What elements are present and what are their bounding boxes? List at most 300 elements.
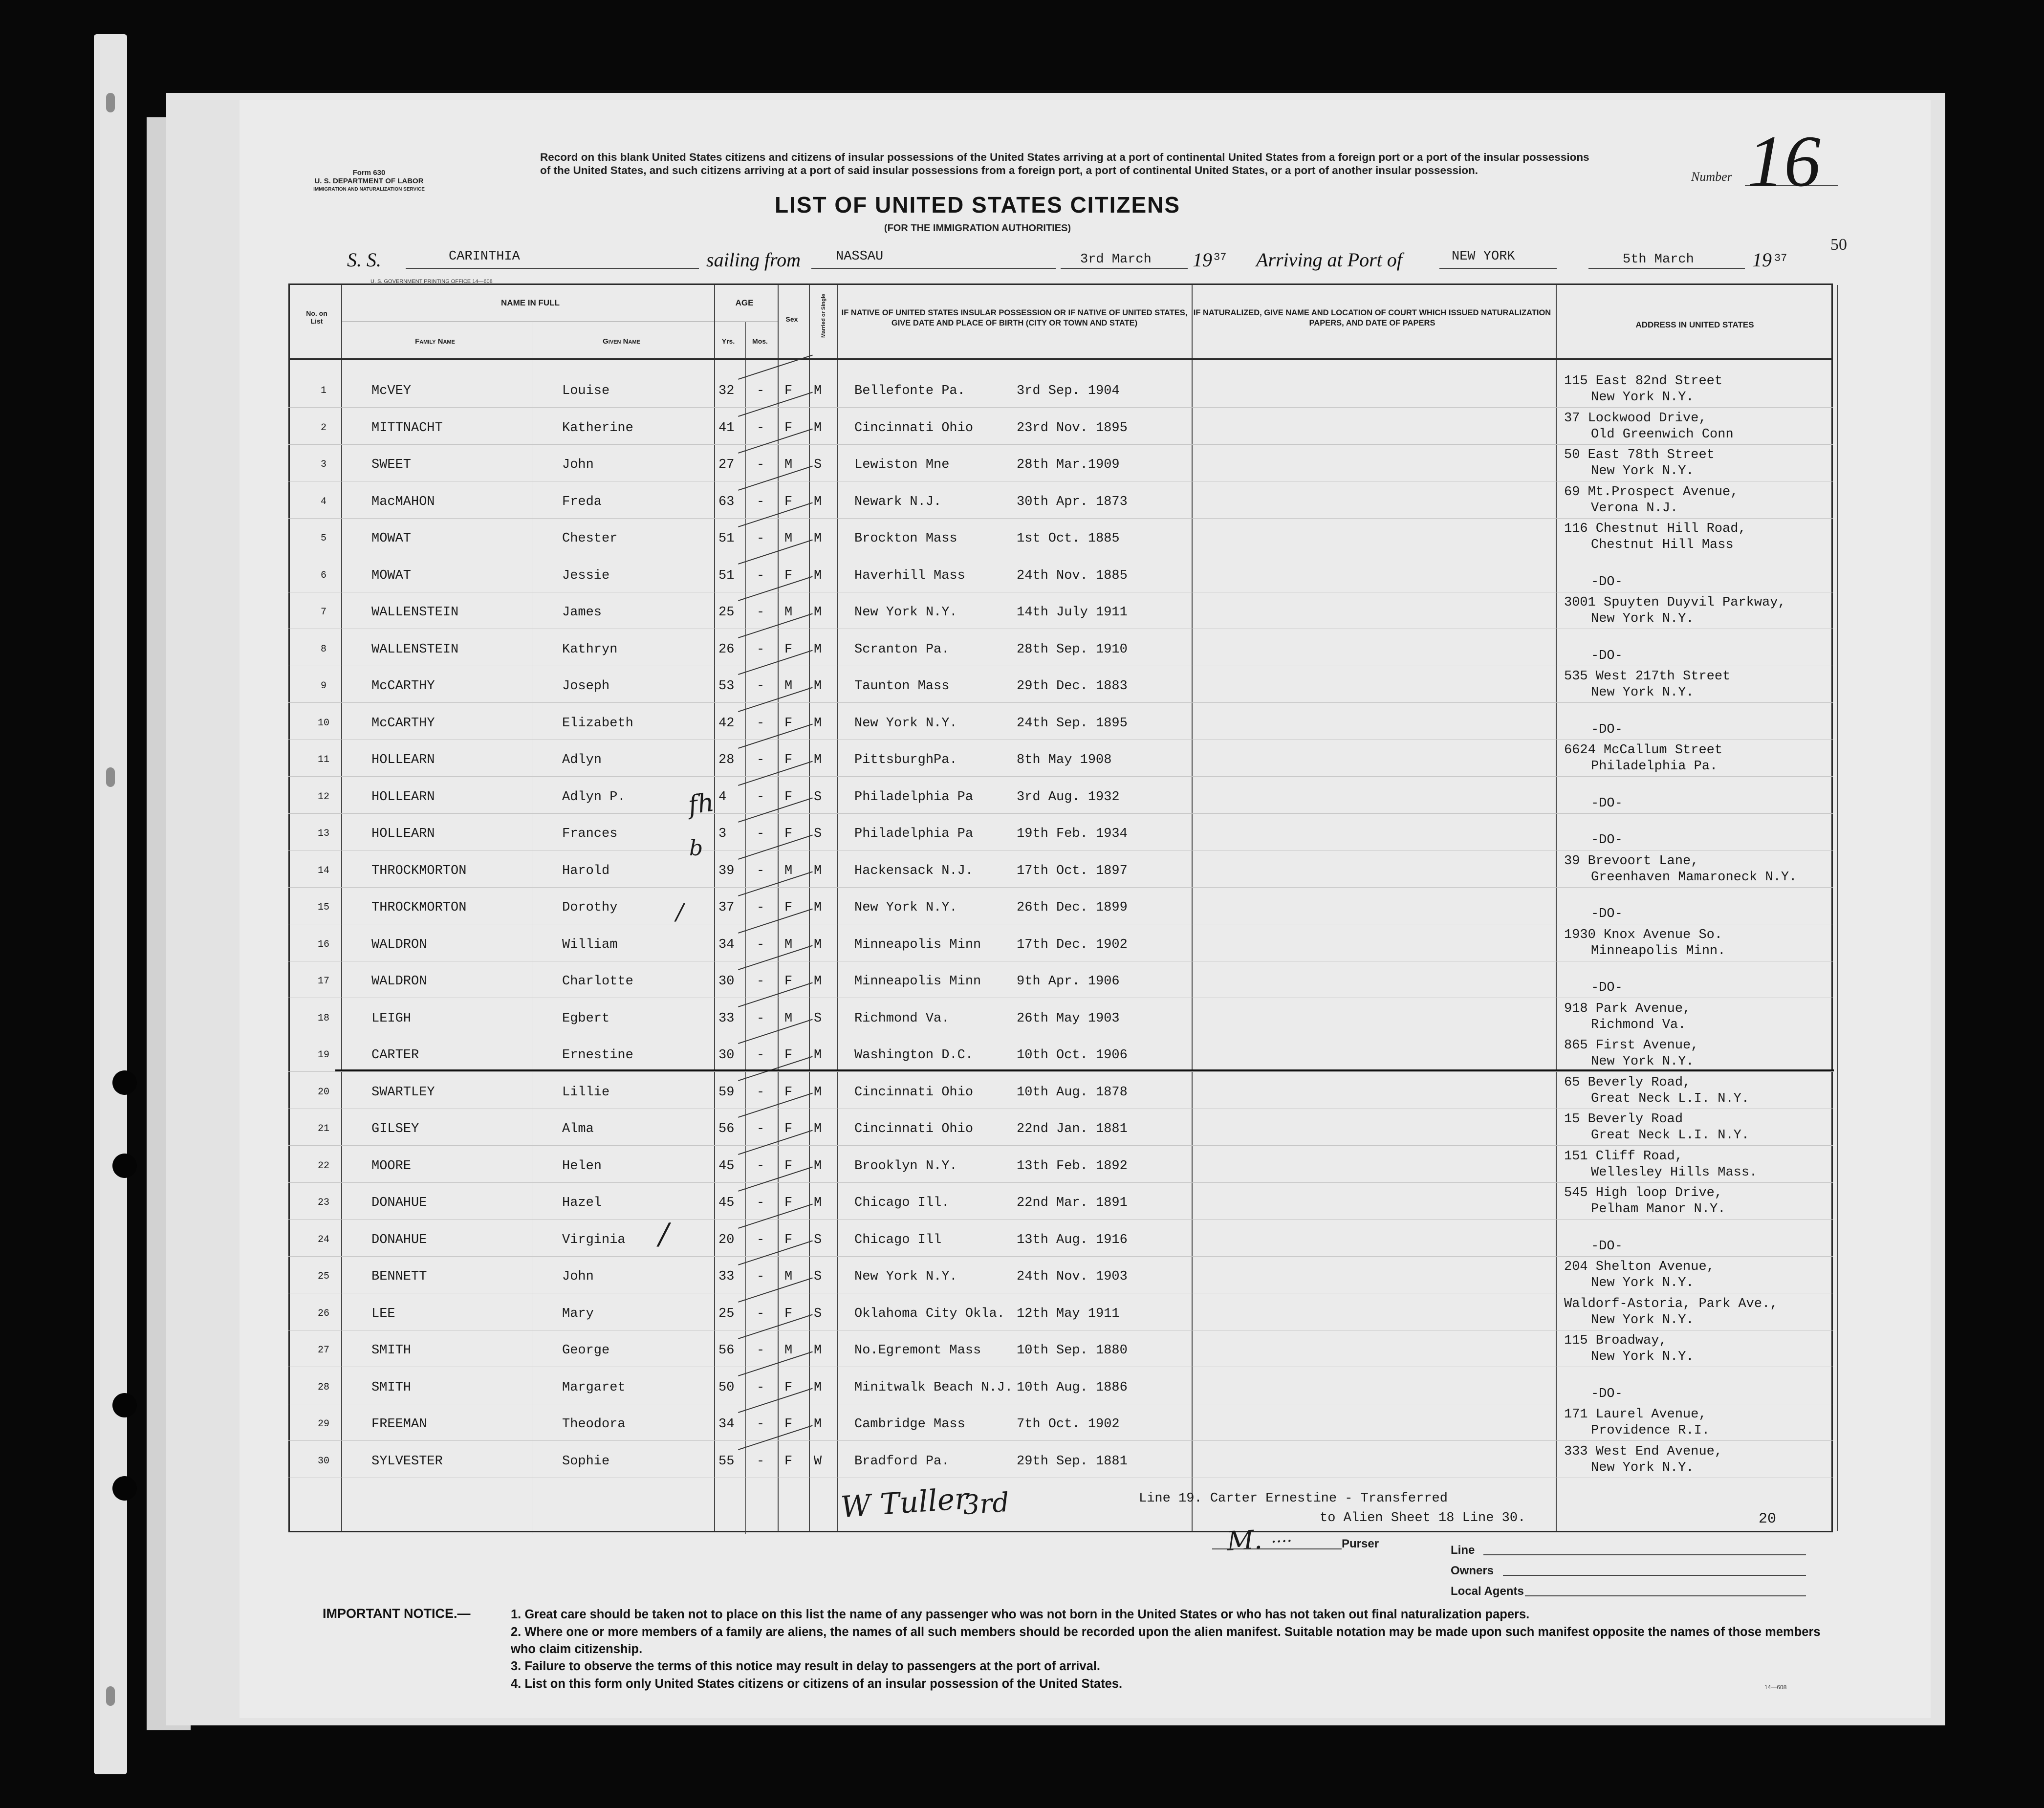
birth-place: Oklahoma City Okla. — [854, 1306, 1005, 1321]
page-subtitle: (FOR THE IMMIGRATION AUTHORITIES) — [884, 223, 1071, 234]
row-number: 3 — [320, 459, 326, 470]
address-line-2: Great Neck L.I. N.Y. — [1591, 1091, 1750, 1106]
marital-status: S — [814, 1011, 822, 1026]
row-number: 21 — [317, 1123, 329, 1134]
given-name: Ernestine — [562, 1048, 633, 1063]
given-name: Adlyn P. — [562, 789, 626, 805]
age-months: - — [757, 1085, 765, 1100]
marital-status: M — [814, 420, 822, 436]
handwritten-mark: / — [676, 898, 684, 925]
header-age: AGE — [735, 298, 754, 307]
service-name: IMMIGRATION AND NATURALIZATION SERVICE — [313, 187, 425, 192]
given-name: Egbert — [562, 1011, 610, 1026]
sex: F — [784, 1158, 793, 1174]
birth-date: 12th May 1911 — [1017, 1306, 1120, 1321]
given-name: Elizabeth — [562, 716, 633, 731]
given-name: Katherine — [562, 420, 633, 436]
marital-status: M — [814, 1380, 822, 1395]
birth-date: 28th Sep. 1910 — [1017, 642, 1128, 657]
age-months: - — [757, 1196, 765, 1210]
birth-date: 10th Sep. 1880 — [1017, 1343, 1128, 1358]
address-line-1: 204 Shelton Avenue, — [1564, 1260, 1715, 1274]
address-line-2: -DO- — [1591, 796, 1623, 811]
age-years: 39 — [718, 863, 735, 878]
arrival-year-prefix: 19 — [1752, 249, 1772, 271]
row-number: 15 — [317, 902, 329, 913]
birth-place: PittsburghPa. — [854, 753, 957, 767]
family-name: MOWAT — [371, 531, 412, 546]
given-name: John — [562, 457, 594, 472]
birth-place: Philadelphia Pa — [854, 789, 974, 805]
birth-place: Richmond Va. — [854, 1011, 950, 1026]
notice-title: IMPORTANT NOTICE.— — [323, 1606, 471, 1621]
row-rule — [288, 776, 1833, 777]
page-number: 50 — [1830, 236, 1847, 254]
age-months: - — [757, 1417, 765, 1432]
owners-label: Owners — [1451, 1564, 1494, 1577]
age-months: - — [757, 1343, 765, 1358]
address-line-1: 151 Cliff Road, — [1564, 1149, 1683, 1164]
birth-date: 10th Aug. 1878 — [1017, 1085, 1128, 1100]
sex: F — [784, 1085, 793, 1100]
purser-signature: M. — [1226, 1524, 1263, 1557]
birth-place: Hackensack N.J. — [854, 863, 974, 878]
handwritten-annotation: 3rd — [961, 1486, 1010, 1521]
sex: F — [784, 1048, 793, 1063]
port-underline — [811, 268, 1056, 269]
row-number: 26 — [317, 1307, 329, 1319]
purser-signature: .... — [1270, 1526, 1293, 1547]
sex: F — [784, 1306, 793, 1321]
sex: F — [784, 900, 793, 915]
birth-date: 9th Apr. 1906 — [1017, 974, 1120, 989]
birth-place: Chicago Ill — [854, 1232, 942, 1247]
age-months: - — [757, 900, 765, 915]
birth-date: 30th Apr. 1873 — [1017, 494, 1128, 509]
age-years: 26 — [718, 642, 735, 657]
birth-place: New York N.Y. — [854, 716, 957, 731]
age-years: 34 — [718, 937, 735, 952]
address-line-1: 39 Brevoort Lane, — [1564, 853, 1699, 869]
given-name: Kathryn — [562, 642, 618, 657]
header-sex: Sex — [785, 315, 798, 323]
age-months: - — [757, 716, 765, 731]
age-months: - — [757, 568, 765, 583]
address-line-1: 115 Broadway, — [1564, 1333, 1667, 1348]
address-line-1: 50 East 78th Street — [1564, 448, 1715, 462]
address-line-1: 918 Park Avenue, — [1564, 1001, 1691, 1016]
row-number: 4 — [320, 496, 326, 507]
marital-status: M — [814, 974, 822, 989]
binder-strip — [94, 34, 127, 1774]
age-months: - — [757, 753, 765, 767]
address-line-2: New York N.Y. — [1591, 390, 1694, 405]
row-number: 6 — [320, 569, 326, 581]
sex: F — [784, 384, 793, 398]
birth-date: 13th Aug. 1916 — [1017, 1232, 1128, 1247]
marital-status: S — [814, 1269, 822, 1284]
transfer-note-line-2: to Alien Sheet 18 Line 30. — [1320, 1511, 1526, 1525]
notice-item-4: 4. List on this form only United States citizens or citizens of an insular possession of the United States. — [511, 1677, 1123, 1691]
birth-place: Lewiston Mne — [854, 457, 950, 472]
header-family-name: Family Name — [415, 337, 455, 346]
address-line-2: Richmond Va. — [1591, 1017, 1686, 1032]
address-line-2: -DO- — [1591, 833, 1623, 848]
marital-status: M — [814, 716, 822, 731]
row-rule — [288, 813, 1833, 814]
family-name: MOORE — [371, 1158, 412, 1174]
age-months: - — [757, 1048, 765, 1063]
header-given-name: Given Name — [603, 337, 640, 346]
family-name: HOLLEARN — [371, 789, 435, 805]
handwritten-mark: fh — [686, 787, 716, 821]
address-line-2: Chestnut Hill Mass — [1591, 538, 1734, 552]
row-number: 24 — [317, 1234, 329, 1245]
row-number: 16 — [317, 938, 329, 950]
transfer-note-line-1: Line 19. Carter Ernestine - Transferred — [1139, 1491, 1448, 1506]
birth-place: Cincinnati Ohio — [854, 420, 974, 436]
family-name: SMITH — [371, 1380, 412, 1395]
age-years: 56 — [718, 1122, 735, 1136]
birth-place: Cincinnati Ohio — [854, 1085, 974, 1100]
age-years: 33 — [718, 1011, 735, 1026]
birth-date: 22nd Jan. 1881 — [1017, 1122, 1128, 1136]
sex: F — [784, 1122, 793, 1136]
departure-year-prefix: 19 — [1193, 249, 1212, 271]
marital-status: M — [814, 1085, 822, 1100]
form-identifier — [293, 169, 445, 194]
sex: M — [784, 605, 793, 620]
age-years: 42 — [718, 716, 735, 731]
family-name: HOLLEARN — [371, 827, 435, 841]
row-rule — [288, 887, 1833, 888]
family-name: FREEMAN — [371, 1417, 427, 1432]
address-line-2: Great Neck L.I. N.Y. — [1591, 1128, 1750, 1143]
birth-date: 3rd Sep. 1904 — [1017, 384, 1120, 398]
birth-date: 17th Oct. 1897 — [1017, 863, 1128, 878]
given-name: Virginia — [562, 1232, 626, 1247]
departure-date: 3rd March — [1080, 252, 1152, 267]
sex: F — [784, 568, 793, 583]
birth-place: Minneapolis Minn — [854, 974, 981, 989]
row-number: 23 — [317, 1197, 329, 1208]
sex: M — [784, 1269, 793, 1284]
handwritten-mark: / — [659, 1217, 669, 1251]
row-number: 12 — [317, 791, 329, 803]
age-years: 28 — [718, 753, 735, 767]
sex: F — [784, 420, 793, 436]
age-years: 53 — [718, 679, 735, 694]
notice-item-1: 1. Great care should be taken not to place on this list the name of any passenger who was not born in the United States or who has not taken out final naturalization papers. — [511, 1608, 1530, 1621]
birth-date: 10th Oct. 1906 — [1017, 1048, 1128, 1063]
date-underline — [1061, 268, 1188, 269]
departure-year: 37 — [1214, 251, 1227, 263]
age-years: 37 — [718, 900, 735, 915]
birth-date: 8th May 1908 — [1017, 753, 1112, 767]
row-rule — [288, 1071, 1833, 1072]
strike-through-line-19 — [335, 1069, 1834, 1071]
family-name: CARTER — [371, 1048, 419, 1063]
birth-date: 10th Aug. 1886 — [1017, 1380, 1128, 1395]
marital-status: M — [814, 679, 822, 694]
marital-status: M — [814, 1343, 822, 1358]
arrival-date: 5th March — [1623, 252, 1694, 267]
family-name: THROCKMORTON — [371, 863, 467, 878]
column-rule — [1192, 285, 1193, 1531]
family-name: LEE — [371, 1306, 395, 1321]
marital-status: M — [814, 900, 822, 915]
purser-label: Purser — [1342, 1537, 1379, 1550]
sex: F — [784, 494, 793, 509]
address-line-2: Verona N.J. — [1591, 501, 1678, 516]
handwritten-mark: b — [689, 836, 703, 861]
age-months: - — [757, 605, 765, 620]
family-name: HOLLEARN — [371, 753, 435, 767]
age-years: 51 — [718, 531, 735, 546]
marital-status: S — [814, 1306, 822, 1321]
age-years: 51 — [718, 568, 735, 583]
sex: F — [784, 789, 793, 805]
line-signature-line — [1483, 1554, 1806, 1555]
age-years: 41 — [718, 420, 735, 436]
row-number: 27 — [317, 1345, 329, 1356]
sex: F — [784, 1380, 793, 1395]
marital-status: M — [814, 1196, 822, 1210]
age-months: - — [757, 1306, 765, 1321]
birth-date: 3rd Aug. 1932 — [1017, 789, 1120, 805]
address-line-2: Providence R.I. — [1591, 1423, 1710, 1438]
header-address: ADDRESS IN UNITED STATES — [1635, 320, 1754, 329]
given-name: Chester — [562, 531, 618, 546]
address-line-2: New York N.Y. — [1591, 1312, 1694, 1328]
count-mark: 20 — [1759, 1511, 1777, 1527]
family-name: SWEET — [371, 457, 412, 472]
birth-place: New York N.Y. — [854, 900, 957, 915]
row-rule — [288, 1145, 1833, 1146]
form-number: Form 630 — [352, 169, 386, 177]
punch-hole — [112, 1154, 137, 1178]
row-rule — [288, 1182, 1833, 1183]
birth-date: 28th Mar.1909 — [1017, 457, 1120, 472]
age-years: 45 — [718, 1196, 735, 1210]
line-label: Line — [1451, 1544, 1475, 1557]
address-line-2: -DO- — [1591, 574, 1623, 589]
marital-status: S — [814, 789, 822, 805]
marital-status: M — [814, 1158, 822, 1174]
family-name: LEIGH — [371, 1011, 412, 1026]
binder-background — [0, 0, 5, 5]
family-name: THROCKMORTON — [371, 900, 467, 915]
row-rule — [288, 1440, 1833, 1441]
column-rule — [1556, 285, 1557, 1531]
address-line-2: New York N.Y. — [1591, 1054, 1694, 1069]
address-line-2: -DO- — [1591, 648, 1623, 663]
address-line-1: 1930 Knox Avenue So. — [1564, 927, 1723, 942]
age-months: - — [757, 384, 765, 398]
family-name: SMITH — [371, 1343, 412, 1358]
punch-hole — [112, 1393, 137, 1417]
birth-place: Minneapolis Minn — [854, 937, 981, 952]
address-line-2: Pelham Manor N.Y. — [1591, 1202, 1726, 1217]
punch-hole — [112, 1070, 137, 1095]
age-months: - — [757, 531, 765, 546]
header-bottom-rule — [290, 358, 1831, 360]
arrival-date-underline — [1588, 268, 1745, 269]
arrival-port: NEW YORK — [1452, 249, 1515, 264]
family-name: WALDRON — [371, 974, 427, 989]
age-years: 56 — [718, 1343, 735, 1358]
address-line-2: Greenhaven Mamaroneck N.Y. — [1591, 870, 1797, 885]
family-name: DONAHUE — [371, 1196, 427, 1210]
birth-place: Brooklyn N.Y. — [854, 1158, 957, 1174]
address-line-1: 545 High loop Drive, — [1564, 1186, 1723, 1200]
birth-date: 24th Nov. 1903 — [1017, 1269, 1128, 1284]
family-name: MOWAT — [371, 568, 412, 583]
birth-date: 26th May 1903 — [1017, 1011, 1120, 1026]
row-number: 13 — [317, 828, 329, 839]
sex: M — [784, 679, 793, 694]
birth-date: 17th Dec. 1902 — [1017, 937, 1128, 952]
department-name: U. S. DEPARTMENT OF LABOR — [314, 177, 424, 185]
family-name: WALLENSTEIN — [371, 605, 459, 620]
given-name: Margaret — [562, 1380, 626, 1395]
birth-place: Minitwalk Beach N.J. — [854, 1380, 1013, 1395]
punch-hole — [112, 1476, 137, 1501]
given-name: Jessie — [562, 568, 610, 583]
strip-hole — [106, 93, 115, 112]
birth-date: 24th Nov. 1885 — [1017, 568, 1128, 583]
row-number: 22 — [317, 1160, 329, 1172]
row-number: 19 — [317, 1049, 329, 1061]
row-rule — [288, 518, 1833, 519]
address-line-1: 15 Beverly Road — [1564, 1112, 1683, 1127]
marital-status: M — [814, 384, 822, 398]
family-name: McVEY — [371, 384, 412, 398]
given-name: Charlotte — [562, 974, 633, 989]
family-name: SYLVESTER — [371, 1454, 443, 1469]
family-name: WALDRON — [371, 937, 427, 952]
family-name: McCARTHY — [371, 679, 435, 694]
given-name: Adlyn — [562, 753, 602, 767]
sex: F — [784, 753, 793, 767]
header-yrs: Yrs. — [721, 337, 735, 345]
form-intro-text: Record on this blank United States citizens and citizens of insular possessions of the United States arriving at a port of continental United States from a foreign port or a port of the insular possessions of the United States, and such citizens arriving at a port of said insular possessions from a foreign port, a port of continental United States, or a port of another insular possession. — [540, 151, 1589, 176]
age-years: 30 — [718, 1048, 735, 1063]
age-months: - — [757, 1380, 765, 1395]
marital-status: M — [814, 531, 822, 546]
address-line-1: 6624 McCallum Street — [1564, 743, 1723, 758]
sex: M — [784, 457, 793, 472]
address-line-1: 171 Laurel Avenue, — [1564, 1407, 1707, 1422]
strip-hole — [106, 767, 115, 787]
given-name: Sophie — [562, 1454, 610, 1469]
column-rule — [714, 285, 715, 1531]
marital-status: M — [814, 1122, 822, 1136]
sex: M — [784, 1343, 793, 1358]
sex: F — [784, 642, 793, 657]
marital-status: S — [814, 1232, 822, 1247]
sex: F — [784, 1454, 793, 1469]
age-years: 50 — [718, 1380, 735, 1395]
birth-date: 29th Sep. 1881 — [1017, 1454, 1128, 1469]
header-married-single: Married or Single — [821, 294, 826, 338]
family-name: SWARTLEY — [371, 1085, 435, 1100]
form-code: 14—608 — [1764, 1684, 1787, 1691]
birth-place: Bellefonte Pa. — [854, 384, 965, 398]
address-line-1: 3001 Spuyten Duyvil Parkway, — [1564, 595, 1786, 610]
birth-date: 7th Oct. 1902 — [1017, 1417, 1120, 1432]
given-name: Alma — [562, 1122, 594, 1136]
age-months: - — [757, 863, 765, 878]
age-years: 3 — [718, 827, 727, 841]
age-years: 27 — [718, 457, 735, 472]
row-number: 29 — [317, 1418, 329, 1430]
birth-date: 26th Dec. 1899 — [1017, 900, 1128, 915]
sex: F — [784, 1417, 793, 1432]
row-number: 1 — [320, 385, 326, 396]
given-name: John — [562, 1269, 594, 1284]
arrival-port-underline — [1439, 268, 1557, 269]
birth-date: 19th Feb. 1934 — [1017, 827, 1128, 841]
age-years: 4 — [718, 789, 727, 805]
age-months: - — [757, 1011, 765, 1026]
address-line-2: -DO- — [1591, 1386, 1623, 1401]
header-naturalized: IF NATURALIZED, GIVE NAME AND LOCATION OF COURT WHICH ISSUED NATURALIZATION PAPERS, AND DATE OF PAPERS — [1193, 308, 1551, 327]
given-name: Frances — [562, 827, 618, 841]
row-number: 2 — [320, 422, 326, 434]
row-number: 5 — [320, 533, 326, 544]
address-line-2: -DO- — [1591, 980, 1623, 995]
family-name: MITTNACHT — [371, 420, 443, 436]
age-years: 63 — [718, 494, 735, 509]
marital-status: M — [814, 642, 822, 657]
page-title: LIST OF UNITED STATES CITIZENS — [774, 192, 1181, 218]
address-line-1: 69 Mt.Prospect Avenue, — [1564, 484, 1739, 500]
header-name-in-full: NAME IN FULL — [501, 298, 560, 307]
row-number: 7 — [320, 607, 326, 618]
given-name: George — [562, 1343, 610, 1358]
marital-status: S — [814, 827, 822, 841]
address-line-2: Wellesley Hills Mass. — [1591, 1165, 1758, 1180]
header-birth: IF NATIVE OF UNITED STATES INSULAR POSSESSION OR IF NATIVE OF UNITED STATES, GIVE DATE AND PLACE OF BIRTH (CITY OR TOWN AND STATE) — [841, 308, 1188, 327]
list-number: 16 — [1747, 121, 1821, 202]
strip-hole — [106, 1686, 115, 1706]
row-rule — [288, 1219, 1833, 1220]
row-rule — [288, 444, 1833, 445]
birth-date: 24th Sep. 1895 — [1017, 716, 1128, 731]
marital-status: M — [814, 753, 822, 767]
address-line-1: 535 West 217th Street — [1564, 669, 1731, 684]
column-rule — [837, 285, 838, 1531]
row-number: 28 — [317, 1381, 329, 1393]
age-years: 25 — [718, 605, 735, 620]
header-no: No. on List — [306, 309, 327, 325]
birth-place: Newark N.J. — [854, 494, 942, 509]
age-years: 25 — [718, 1306, 735, 1321]
sex: M — [784, 531, 793, 546]
age-years: 33 — [718, 1269, 735, 1284]
address-line-2: -DO- — [1591, 907, 1623, 921]
sex: F — [784, 1232, 793, 1247]
marital-status: M — [814, 494, 822, 509]
address-line-1: 65 Beverly Road, — [1564, 1075, 1691, 1090]
birth-place: Cambridge Mass — [854, 1417, 965, 1432]
marital-status: M — [814, 568, 822, 583]
birth-place: New York N.Y. — [854, 1269, 957, 1284]
address-line-2: New York N.Y. — [1591, 1350, 1694, 1364]
given-name: Helen — [562, 1158, 602, 1174]
birth-place: Brockton Mass — [854, 531, 957, 546]
